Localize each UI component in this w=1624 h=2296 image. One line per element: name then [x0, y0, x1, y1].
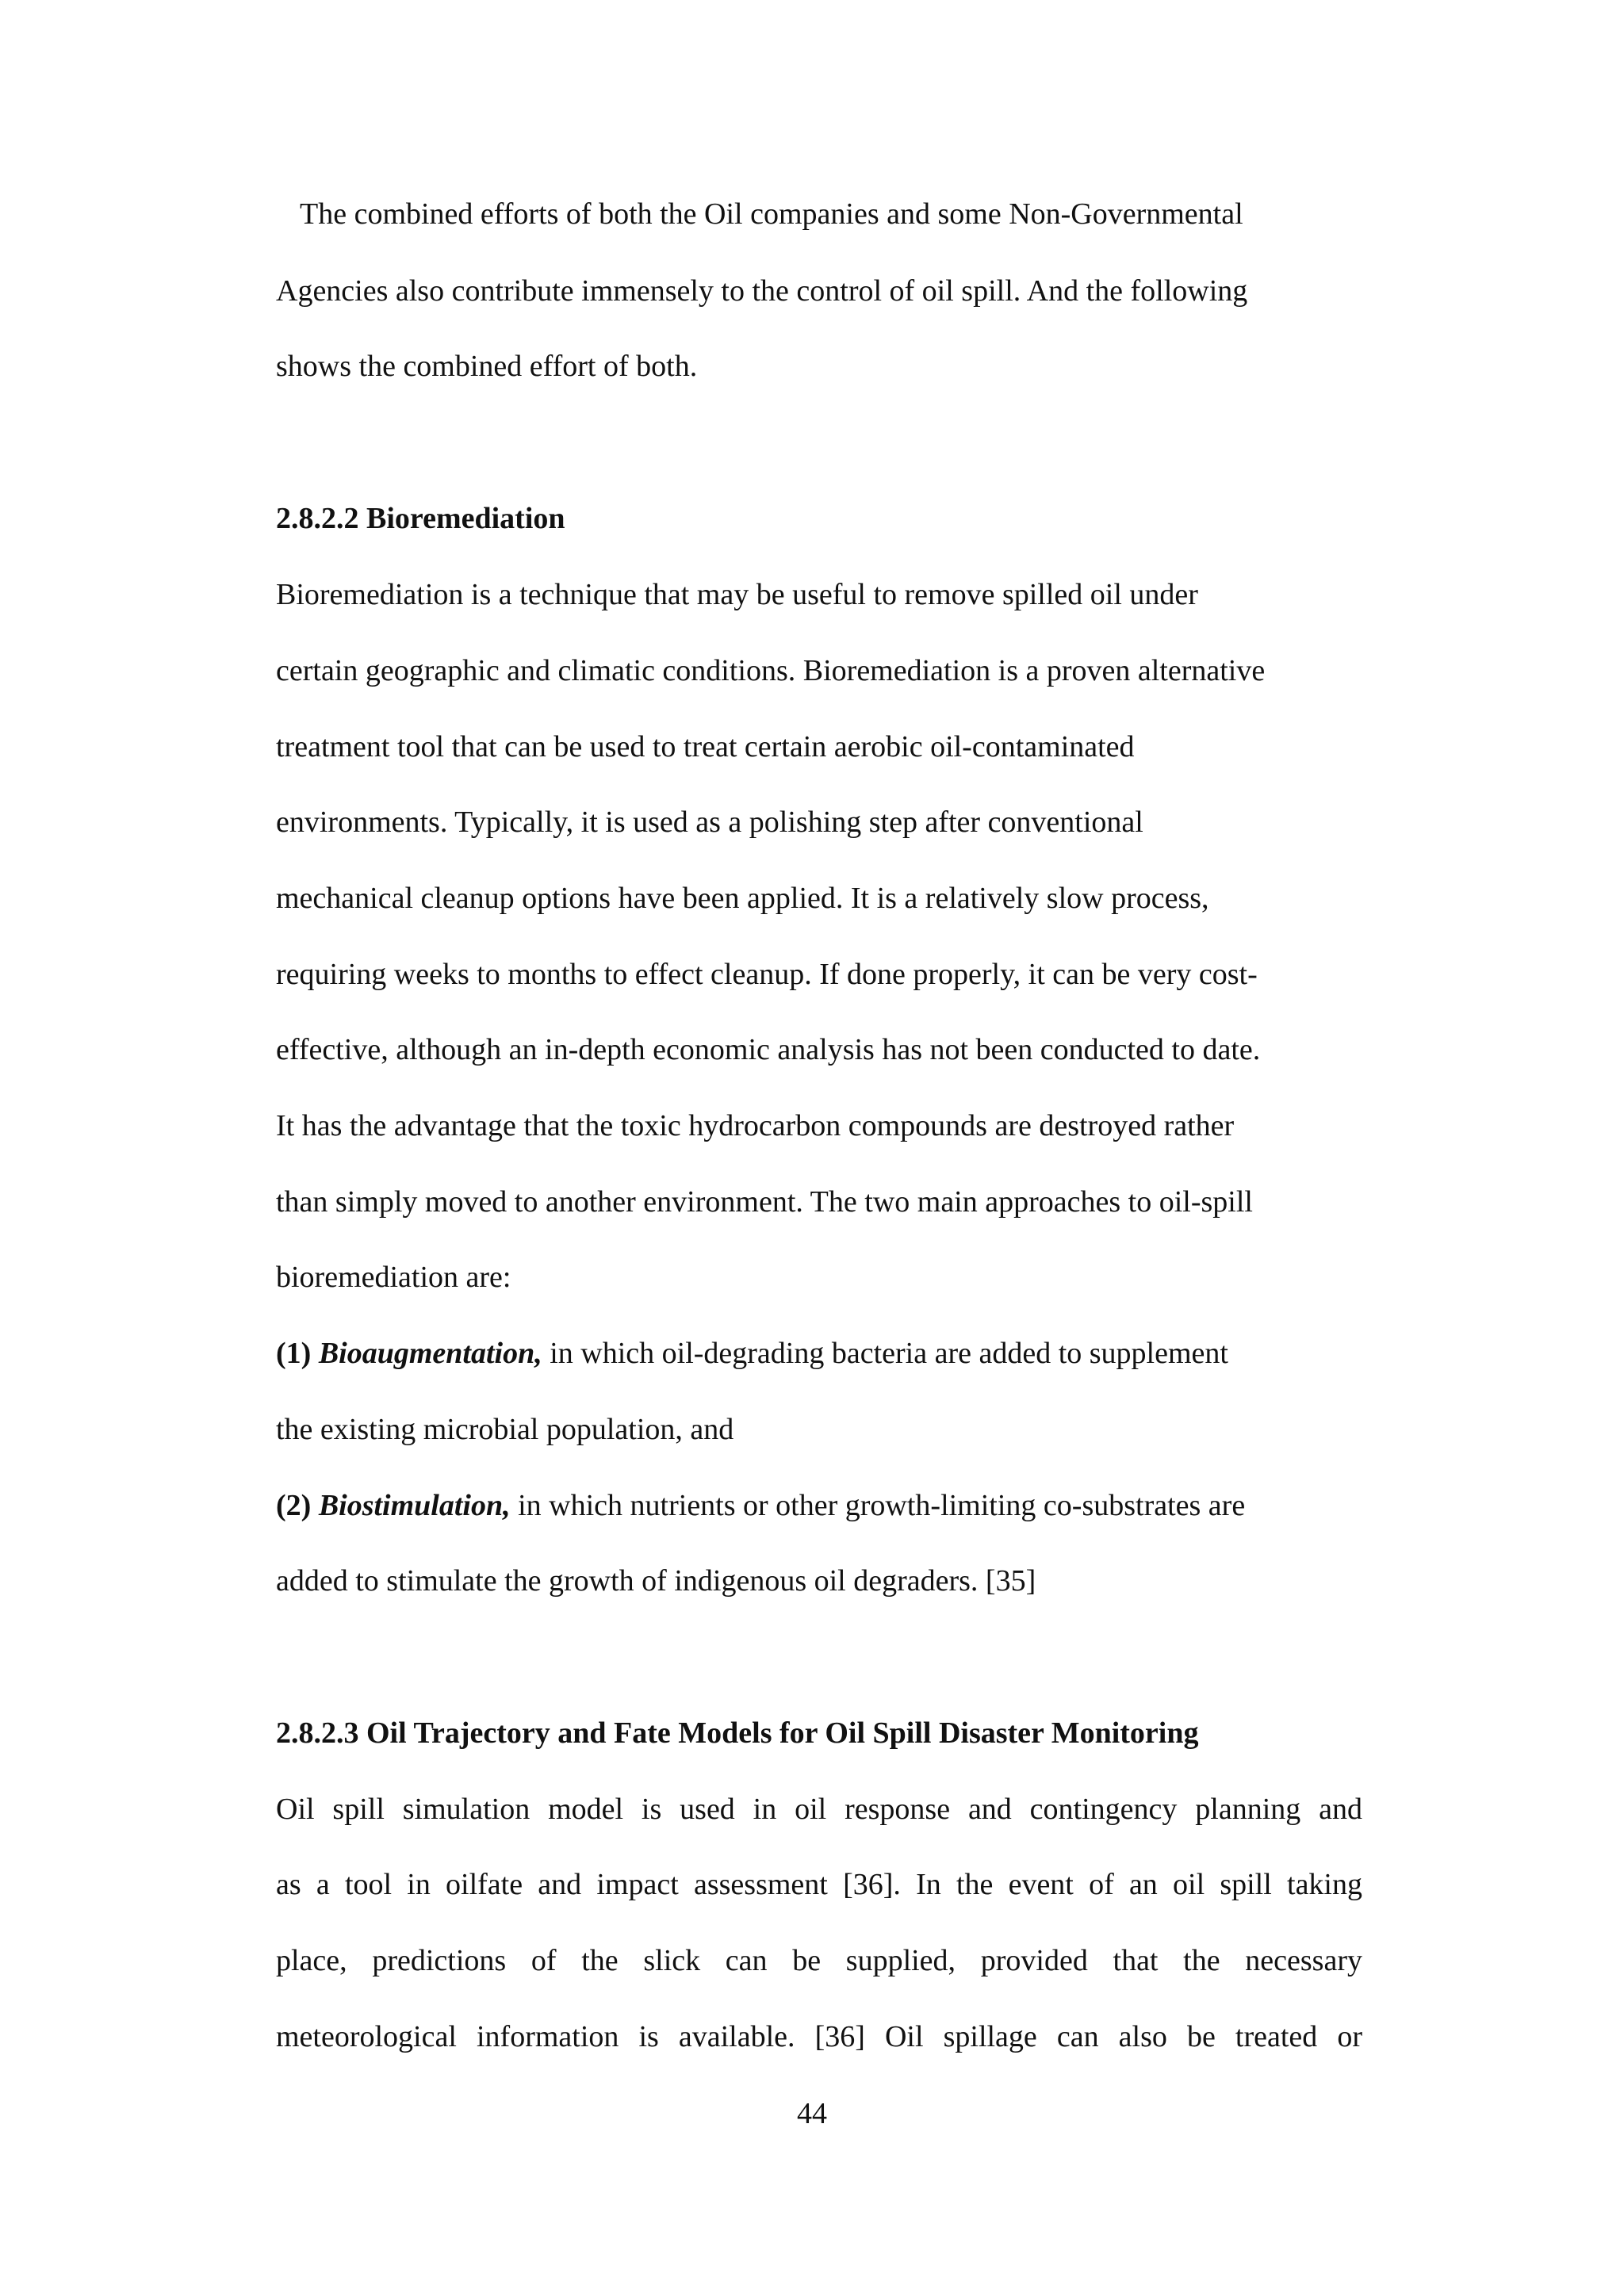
approach-2-label: (2)	[276, 1489, 312, 1522]
approach-1-label: (1)	[276, 1337, 312, 1370]
approach-2-term: Biostimulation,	[318, 1489, 511, 1522]
bio-line-6: requiring weeks to months to effect cleanup. If done properly, it can be very cost-	[276, 958, 1258, 991]
bio-line-1: Bioremediation is a technique that may be useful to remove spilled oil under	[276, 578, 1198, 611]
intro-line-1: The combined efforts of both the Oil companies and some Non-Governmental	[300, 197, 1243, 231]
approach-1	[276, 1336, 1228, 1371]
bio-line-4: environments. Typically, it is used as a polishing step after conventional	[276, 806, 1143, 839]
bio-line-3: treatment tool that can be used to treat certain aerobic oil-contaminated	[276, 730, 1135, 763]
approach-1-term: Bioaugmentation,	[318, 1337, 542, 1370]
approach-2	[276, 1488, 1245, 1523]
bio-line-7: effective, although an in-depth economic analysis has not been conducted to date.	[276, 1033, 1261, 1066]
bio-line-8: It has the advantage that the toxic hydrocarbon compounds are destroyed rather	[276, 1109, 1235, 1142]
intro-line-2: Agencies also contribute immensely to the control of oil spill. And the following	[276, 274, 1248, 308]
bio-line-2: certain geographic and climatic conditions. Bioremediation is a proven alternative	[276, 654, 1266, 687]
intro-line-3: shows the combined effort of both.	[276, 350, 698, 383]
traj-line-4: meteorological information is available. [36] Oil spillage can also be treated or	[276, 2020, 1362, 2053]
traj-line-2: as a tool in oilfate and impact assessment [36]. In the event of an oil spill taking	[276, 1868, 1362, 1901]
bio-line-9: than simply moved to another environment. The two main approaches to oil-spill	[276, 1185, 1253, 1219]
approach-1-line-2: the existing microbial population, and	[276, 1413, 734, 1446]
bio-line-5: mechanical cleanup options have been applied. It is a relatively slow process,	[276, 882, 1209, 915]
page-number: 44	[797, 2097, 827, 2130]
bio-line-10: bioremediation are:	[276, 1261, 511, 1294]
approach-1-text: in which oil-degrading bacteria are added to supplement	[542, 1337, 1228, 1370]
traj-line-3: place, predictions of the slick can be supplied, provided that the necessary	[276, 1944, 1362, 1977]
approach-2-text: in which nutrients or other growth-limiting co-substrates are	[510, 1489, 1246, 1522]
traj-line-1: Oil spill simulation model is used in oil response and contingency planning and	[276, 1793, 1362, 1826]
section-heading-trajectory: 2.8.2.3 Oil Trajectory and Fate Models for Oil Spill Disaster Monitoring	[276, 1716, 1199, 1750]
section-heading-bioremediation: 2.8.2.2 Bioremediation	[276, 502, 565, 535]
approach-2-line-2: added to stimulate the growth of indigenous oil degraders. [35]	[276, 1564, 1036, 1598]
